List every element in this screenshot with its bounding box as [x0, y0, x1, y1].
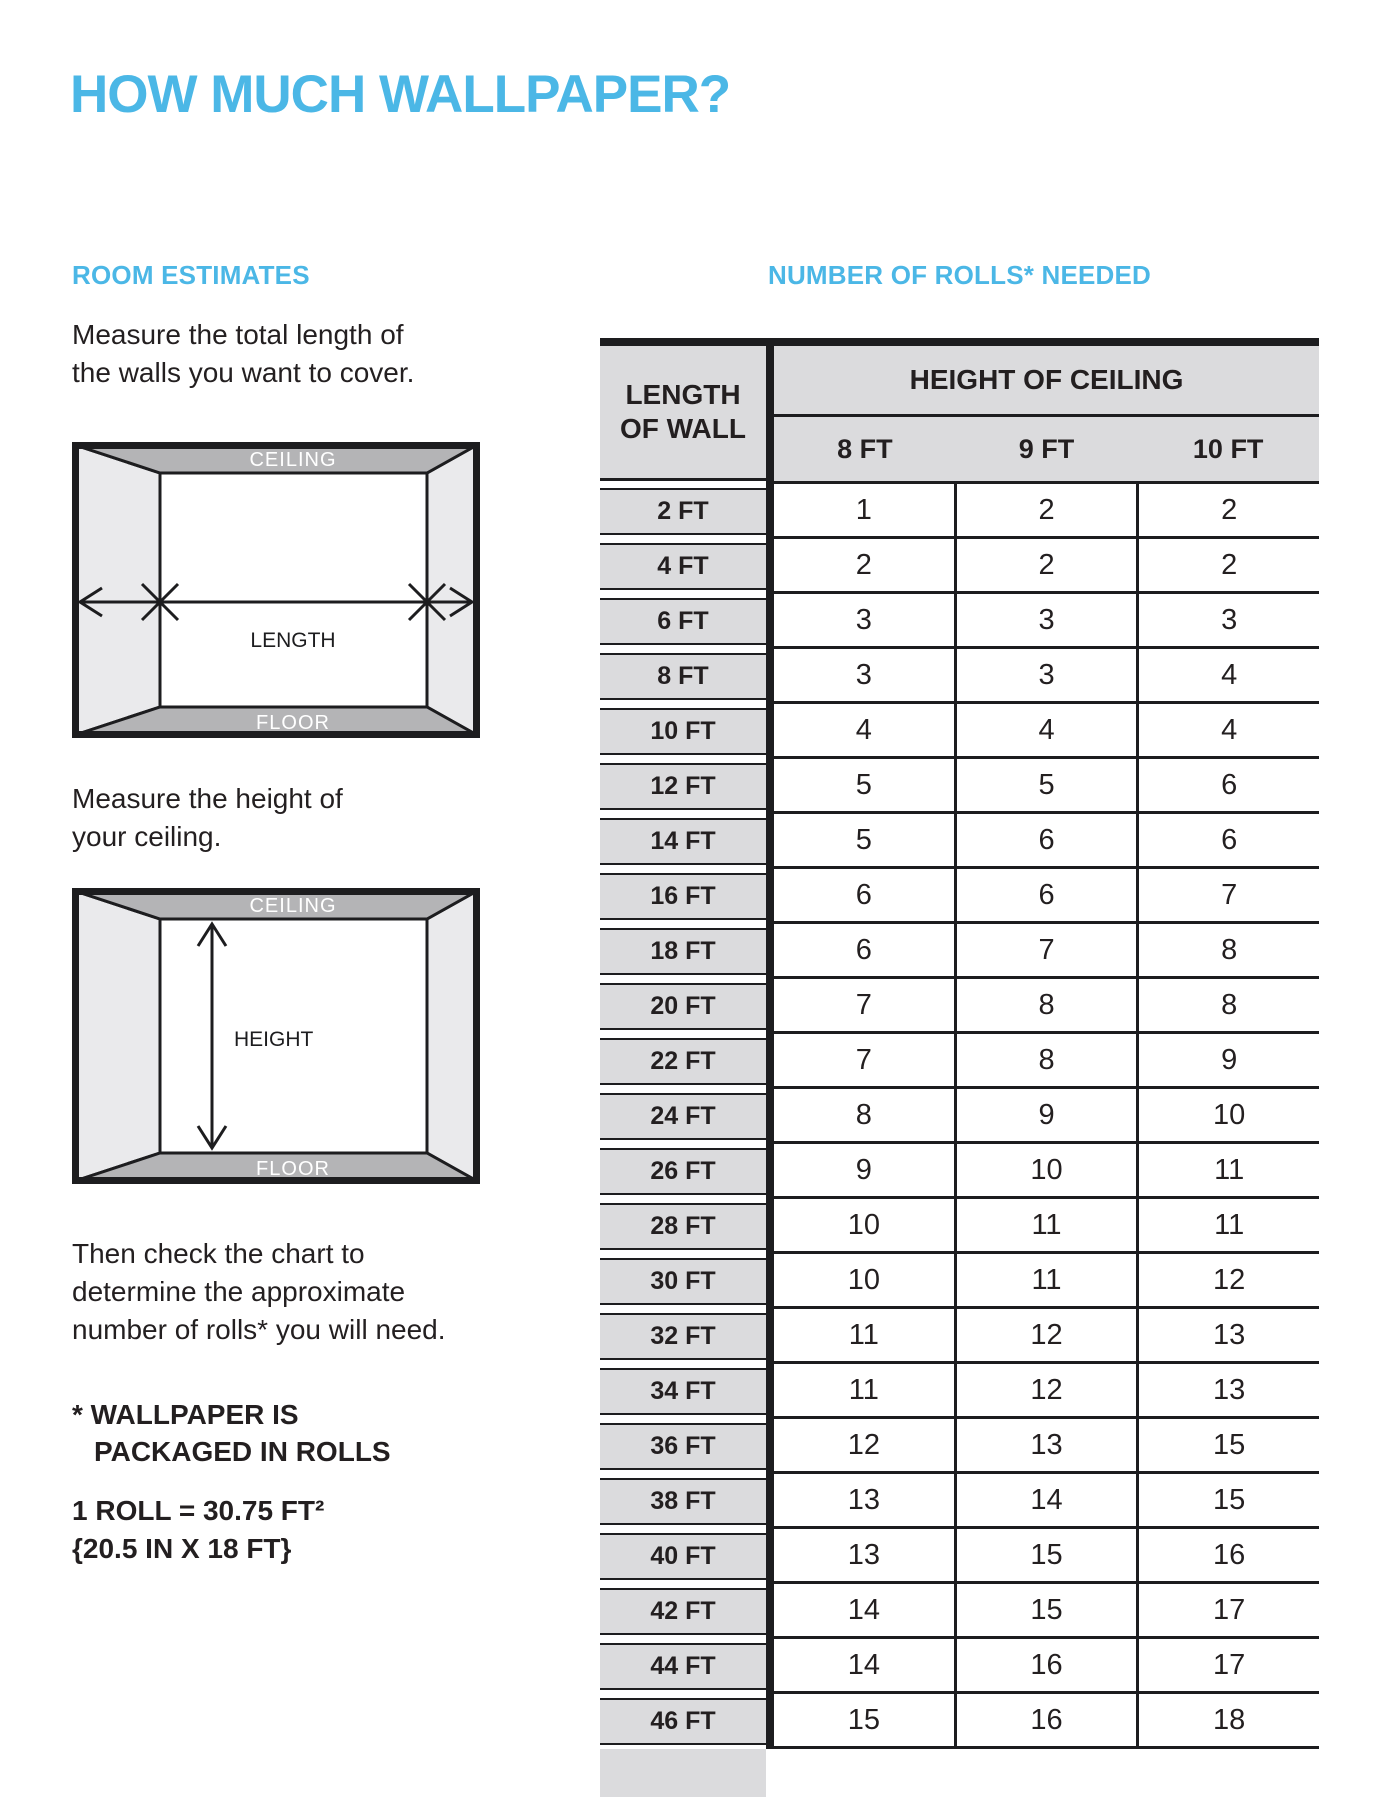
step2-line1: Measure the height of [72, 783, 343, 814]
row-label-cell: 36 FT [600, 1423, 766, 1470]
table-row [774, 1529, 1319, 1584]
value-cell: 11 [957, 1254, 1140, 1306]
table-row [774, 1694, 1319, 1749]
value-cell: 2 [1221, 548, 1238, 581]
table-row [774, 1584, 1319, 1639]
table-row [774, 594, 1319, 649]
value-cell: 8 [1221, 933, 1238, 966]
value-cell: 15 [1213, 1428, 1246, 1461]
value-cell: 12 [957, 1364, 1140, 1416]
row-label-cell: 44 FT [600, 1643, 766, 1690]
ceiling-label: CEILING [249, 449, 337, 471]
value-cell: 3 [957, 649, 1140, 701]
value-cell: 17 [1213, 1593, 1246, 1626]
row-label-cell: 32 FT [600, 1313, 766, 1360]
value-cell: 9 [1221, 1043, 1238, 1076]
row-label-cell: 12 FT [600, 763, 766, 810]
row-label-cell: 2 FT [600, 488, 766, 535]
value-cell: 11 [957, 1199, 1140, 1251]
step1-text [72, 316, 414, 392]
roll-size-line2: {20.5 IN X 18 FT} [72, 1533, 292, 1564]
value-cell: 14 [957, 1474, 1140, 1526]
value-cell: 13 [774, 1474, 957, 1526]
value-cell: 15 [774, 1694, 957, 1746]
value-cell: 10 [957, 1144, 1140, 1196]
table-row [774, 484, 1319, 539]
value-cell: 11 [1214, 1153, 1245, 1186]
table-row [774, 704, 1319, 759]
column-header-10ft: 10 FT [1192, 433, 1264, 464]
step2-text [72, 780, 343, 856]
ceiling-label: CEILING [249, 895, 337, 917]
value-cell: 7 [1221, 878, 1238, 911]
row-label-cell: 40 FT [600, 1533, 766, 1580]
floor-label: FLOOR [256, 1158, 330, 1180]
value-cell: 13 [957, 1419, 1140, 1471]
table-row [774, 649, 1319, 704]
table-row [774, 1364, 1319, 1419]
value-cell: 8 [1221, 988, 1238, 1021]
step1-line2: the walls you want to cover. [72, 357, 415, 388]
column-header-9ft: 9 FT [1018, 433, 1075, 464]
back-wall [160, 473, 427, 707]
table-row [774, 814, 1319, 869]
value-cell: 4 [1221, 713, 1238, 746]
table-row [774, 1474, 1319, 1529]
row-label-cell: 20 FT [600, 983, 766, 1030]
table-row [774, 869, 1319, 924]
room-estimates-heading: ROOM ESTIMATES [72, 260, 310, 290]
row-label-cell: 46 FT [600, 1698, 766, 1745]
row-label-cell: 22 FT [600, 1038, 766, 1085]
rolls-table-heading: NUMBER OF ROLLS* NEEDED [767, 260, 1152, 290]
value-cell: 4 [1221, 658, 1238, 691]
length-of-wall-line1: LENGTH [625, 379, 741, 410]
row-labels [600, 484, 766, 1797]
value-cell: 16 [957, 1639, 1140, 1691]
step3-text [72, 1235, 446, 1349]
value-cell: 9 [774, 1144, 957, 1196]
table-row [774, 1309, 1319, 1364]
table-row [774, 979, 1319, 1034]
value-cell: 4 [774, 704, 957, 756]
table-row [774, 1254, 1319, 1309]
value-cell: 7 [957, 924, 1140, 976]
row-label-cell: 28 FT [600, 1203, 766, 1250]
row-label-cell: 8 FT [600, 653, 766, 700]
value-cell: 5 [957, 759, 1140, 811]
value-cell: 3 [774, 594, 957, 646]
row-label-cell: 26 FT [600, 1148, 766, 1195]
value-cell: 15 [1213, 1483, 1246, 1516]
footnote-line2: PACKAGED IN ROLLS [94, 1436, 391, 1467]
ceiling-height-columns [774, 417, 1319, 484]
row-label-cell: 16 FT [600, 873, 766, 920]
length-room-diagram [72, 442, 480, 738]
value-cell: 10 [774, 1254, 957, 1306]
value-cell: 16 [957, 1694, 1140, 1746]
floor-label: FLOOR [256, 712, 330, 734]
left-wall [75, 891, 160, 1181]
value-cell: 11 [1214, 1208, 1245, 1241]
row-label-cell: 30 FT [600, 1258, 766, 1305]
value-cell: 6 [957, 814, 1140, 866]
value-cell: 12 [957, 1309, 1140, 1361]
row-label-cell: 6 FT [600, 598, 766, 645]
value-cell: 17 [1213, 1648, 1246, 1681]
step2-line2: your ceiling. [72, 821, 222, 852]
rolls-needed-table [600, 338, 1319, 1799]
value-cell: 12 [774, 1419, 957, 1471]
data-rows [774, 484, 1319, 1749]
table-row [774, 1089, 1319, 1144]
value-cell: 6 [774, 924, 957, 976]
right-wall [427, 891, 477, 1181]
table-row [774, 1199, 1319, 1254]
value-cell: 10 [1213, 1098, 1246, 1131]
page-title: HOW MUCH WALLPAPER? [70, 65, 731, 124]
rolls-footnote [72, 1396, 391, 1470]
value-cell: 2 [957, 539, 1140, 591]
value-cell: 8 [774, 1089, 957, 1141]
value-cell: 2 [1221, 493, 1238, 526]
step3-line1: Then check the chart to [72, 1238, 365, 1269]
value-cell: 8 [957, 1034, 1140, 1086]
table-thick-divider [766, 338, 774, 1749]
value-cell: 4 [957, 704, 1140, 756]
value-cell: 7 [774, 979, 957, 1031]
row-label-cell: 38 FT [600, 1478, 766, 1525]
label-column-stub [600, 1749, 766, 1797]
length-label: LENGTH [250, 629, 336, 652]
value-cell: 9 [957, 1089, 1140, 1141]
value-cell: 5 [774, 759, 957, 811]
table-row [774, 1419, 1319, 1474]
value-cell: 15 [957, 1529, 1140, 1581]
length-of-wall-header [600, 346, 766, 481]
value-cell: 6 [1221, 768, 1238, 801]
column-header-8ft: 8 FT [837, 433, 893, 464]
row-label-cell: 4 FT [600, 543, 766, 590]
table-row [774, 924, 1319, 979]
height-label: HEIGHT [234, 1028, 314, 1051]
table-row [774, 1034, 1319, 1089]
table-row [774, 759, 1319, 814]
value-cell: 13 [1213, 1318, 1246, 1351]
value-cell: 11 [774, 1364, 957, 1416]
value-cell: 3 [1221, 603, 1238, 636]
length-of-wall-line2: OF WALL [620, 413, 746, 444]
row-label-cell: 18 FT [600, 928, 766, 975]
roll-size-line1: 1 ROLL = 30.75 FT² [72, 1495, 325, 1526]
value-cell: 15 [957, 1584, 1140, 1636]
roll-size-note [72, 1492, 324, 1568]
step1-line1: Measure the total length of [72, 319, 404, 350]
height-of-ceiling-header: HEIGHT OF CEILING [774, 346, 1319, 417]
value-cell: 8 [957, 979, 1140, 1031]
table-row [774, 1639, 1319, 1694]
row-label-cell: 14 FT [600, 818, 766, 865]
table-row [774, 1144, 1319, 1199]
value-cell: 3 [957, 594, 1140, 646]
row-label-cell: 42 FT [600, 1588, 766, 1635]
value-cell: 13 [1213, 1373, 1246, 1406]
value-cell: 7 [774, 1034, 957, 1086]
value-cell: 2 [957, 484, 1140, 536]
value-cell: 16 [1213, 1538, 1246, 1571]
table-row [774, 539, 1319, 594]
value-cell: 6 [1221, 823, 1238, 856]
value-cell: 3 [774, 649, 957, 701]
value-cell: 10 [774, 1199, 957, 1251]
height-room-diagram [72, 888, 480, 1184]
value-cell: 18 [1213, 1703, 1246, 1736]
value-cell: 14 [774, 1639, 957, 1691]
value-cell: 14 [774, 1584, 957, 1636]
row-label-cell: 10 FT [600, 708, 766, 755]
table-top-border [600, 338, 1319, 346]
step3-line3: number of rolls* you will need. [72, 1314, 446, 1345]
value-cell: 12 [1213, 1263, 1246, 1296]
value-cell: 2 [774, 539, 957, 591]
row-label-cell: 34 FT [600, 1368, 766, 1415]
footnote-line1: * WALLPAPER IS [72, 1399, 299, 1430]
value-cell: 11 [774, 1309, 957, 1361]
value-cell: 6 [957, 869, 1140, 921]
value-cell: 1 [774, 484, 957, 536]
row-label-cell: 24 FT [600, 1093, 766, 1140]
value-cell: 5 [774, 814, 957, 866]
value-cell: 13 [774, 1529, 957, 1581]
value-cell: 6 [774, 869, 957, 921]
step3-line2: determine the approximate [72, 1276, 406, 1307]
